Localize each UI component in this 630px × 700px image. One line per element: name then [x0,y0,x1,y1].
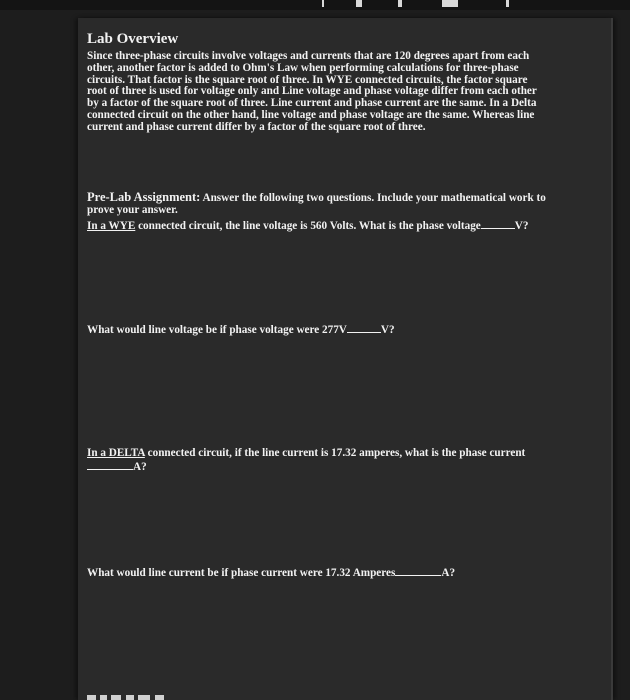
question-3-text: connected circuit, if the line current is 17.32 amperes, what is the phase current [147,447,526,459]
lab-overview-body: Since three-phase circuits involve voltages and currents that are 120 degrees apart from each other, another factor is added to Ohm's Law when performing calculations for three-phase circuits. That factor is the square root of three. In WYE connected circuits, the factor square root of three is used for voltage only and Line voltage and phase voltage differ from each other by a factor of the square root of three. Line current and phase current are the same. In a Delta connected circuit on the other hand, line voltage and phase voltage are the same. Whereas line current and phase current differ by a factor of the square root of three. [87,50,537,133]
question-1-prefix: In a WYE [87,219,136,232]
toolbar-mark [506,0,509,7]
prelab-section [87,192,557,232]
lab-overview-heading: Lab Overview [87,31,179,47]
question-4 [87,566,557,580]
toolbar-mark [398,0,402,7]
page-edge [611,18,613,700]
question-2-answer-blank[interactable] [347,323,381,333]
question-3-answer-blank[interactable] [87,460,133,470]
question-4-text: What would line current be if phase current were 17.32 Amperes [87,567,396,579]
prelab-instruction: Answer the following two questions. Include your mathematical work to prove your answer. [87,192,546,216]
question-2 [87,323,557,337]
cut-off-text-fragment [78,694,198,700]
question-3-prefix: In a DELTA [87,447,145,459]
question-1 [87,219,557,233]
question-2-text: What would line voltage be if phase voltage were 277V [87,324,347,336]
lab-overview-section [87,30,549,134]
question-4-unit: A? [441,567,456,579]
prelab-instruction-line [87,192,557,217]
question-1-unit: V? [514,219,529,232]
toolbar-mark [442,0,458,7]
question-1-text: connected circuit, the line voltage is 560 Volts. What is the phase voltage [138,219,481,232]
question-3 [87,448,557,474]
question-2-unit: V? [380,324,395,336]
question-4-answer-blank[interactable] [395,566,441,576]
top-toolbar-strip [0,0,630,10]
document-page [78,18,613,700]
toolbar-mark [356,0,362,7]
question-1-answer-blank[interactable] [481,219,515,229]
prelab-title: Pre-Lab Assignment: [87,190,201,204]
question-3-unit: A? [133,460,147,473]
toolbar-mark [322,0,324,7]
